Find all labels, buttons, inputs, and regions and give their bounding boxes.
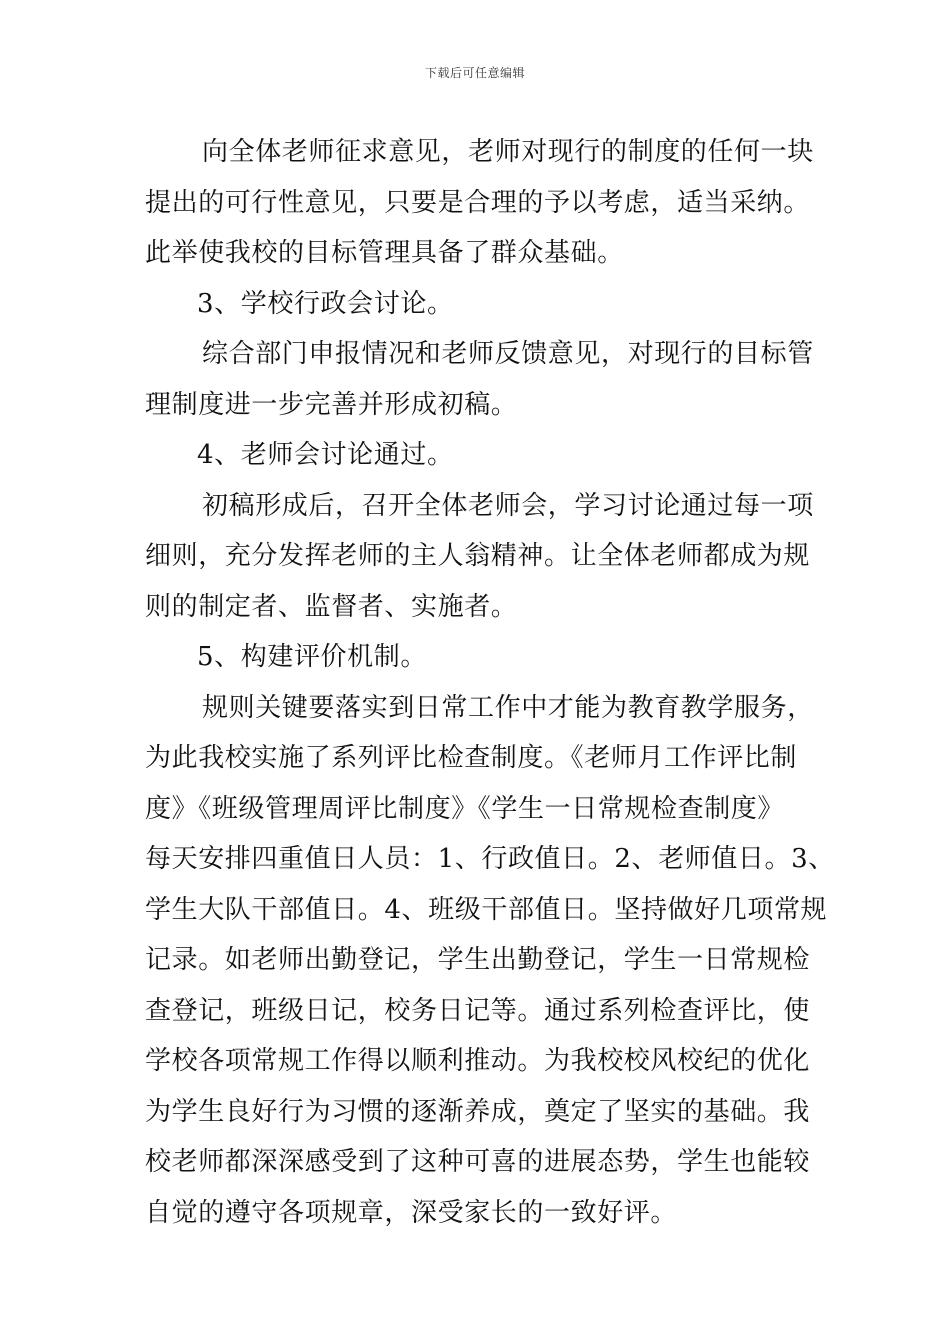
text-line: 则的制定者、监督者、实施者。 xyxy=(145,591,518,622)
section-heading: 5、构建评价机制。 xyxy=(197,642,427,672)
text-line: 综合部门申报情况和老师反馈意见，对现行的目标管 xyxy=(202,339,814,369)
text-line: 细则，充分发挥老师的主人翁精神。让全体老师都成为规 xyxy=(145,541,811,571)
text-line: 自觉的遵守各项规章，深受家长的一致好评。 xyxy=(145,1197,678,1228)
text-line: 规则关键要落实到日常工作中才能为教育教学服务， xyxy=(202,692,814,723)
text-line: 提出的可行性意见，只要是合理的予以考虑，适当采纳。 xyxy=(145,187,811,218)
text-line: 查登记，班级日记，校务日记等。通过系列检查评比，使 xyxy=(145,995,811,1026)
text-line: 每天安排四重值日人员：1、行政值日。2、老师值日。3、 xyxy=(145,844,835,874)
document-body xyxy=(145,127,835,1238)
page-header: 下载后可任意编辑 xyxy=(424,66,525,80)
text-line: 为学生良好行为习惯的逐渐养成，奠定了坚实的基础。我 xyxy=(145,1096,811,1127)
section-heading: 4、老师会讨论通过。 xyxy=(197,440,454,470)
text-line: 向全体老师征求意见，老师对现行的制度的任何一块 xyxy=(202,137,814,167)
text-line: 度》《班级管理周评比制度》《学生一日常规检查制度》 xyxy=(145,793,785,824)
text-line: 初稿形成后，召开全体老师会，学习讨论通过每一项 xyxy=(202,490,814,521)
text-line: 理制度进一步完善并形成初稿。 xyxy=(145,389,518,420)
text-line: 此举使我校的目标管理具备了群众基础。 xyxy=(145,238,624,268)
text-line: 记录。如老师出勤登记，学生出勤登记，学生一日常规检 xyxy=(145,945,811,975)
text-line: 为此我校实施了系列评比检查制度。《老师月工作评比制 xyxy=(145,743,798,773)
section-heading: 3、学校行政会讨论。 xyxy=(197,288,454,319)
text-line: 校老师都深深感受到了这种可喜的进展态势，学生也能较 xyxy=(145,1147,811,1177)
text-line: 学生大队干部值日。4、班级干部值日。坚持做好几项常规 xyxy=(145,894,828,925)
text-line: 学校各项常规工作得以顺利推动。为我校校风校纪的优化 xyxy=(145,1046,811,1076)
